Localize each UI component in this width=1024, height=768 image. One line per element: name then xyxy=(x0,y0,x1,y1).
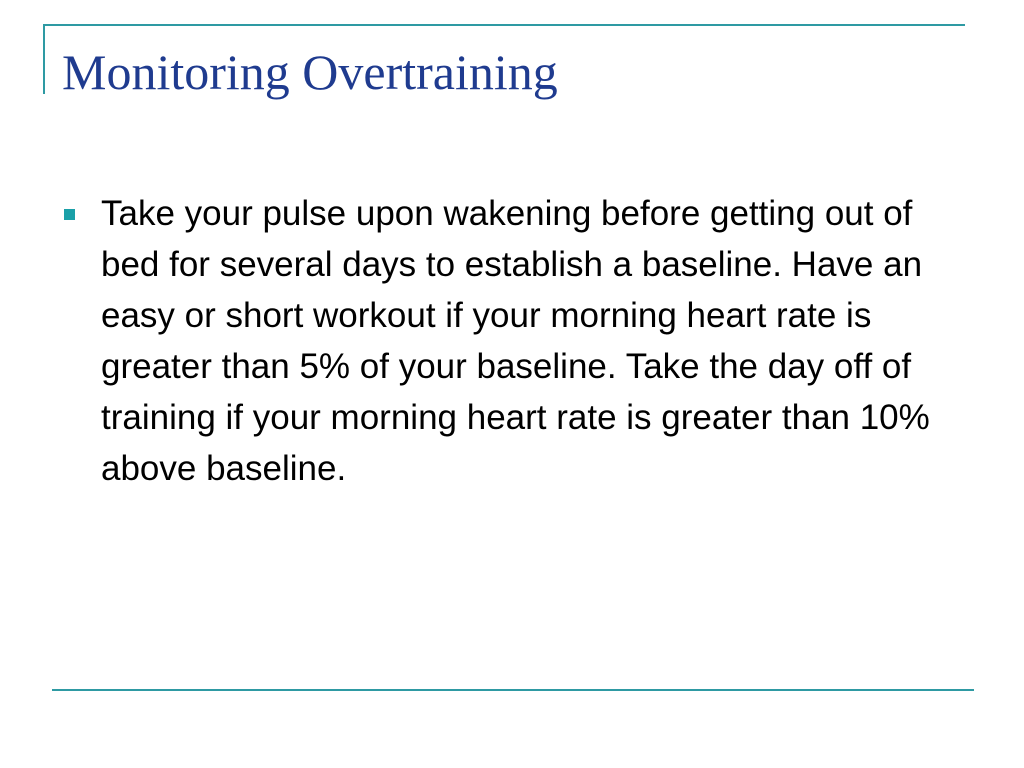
square-bullet-icon xyxy=(64,209,75,220)
bullet-list xyxy=(62,188,962,494)
bottom-horizontal-rule xyxy=(52,689,974,691)
slide-title: Monitoring Overtraining xyxy=(62,44,558,100)
top-horizontal-rule xyxy=(43,24,965,26)
top-left-vertical-rule xyxy=(43,24,45,94)
bullet-text: Take your pulse upon wakening before getting out of bed for several days to establish a baseline. Have an easy or short workout if your morning heart rate is greater than 5% of your baseline. Take the day off of training if your morning heart rate is greater than 10% above baseline. xyxy=(101,194,930,488)
bullet-item xyxy=(62,188,962,494)
